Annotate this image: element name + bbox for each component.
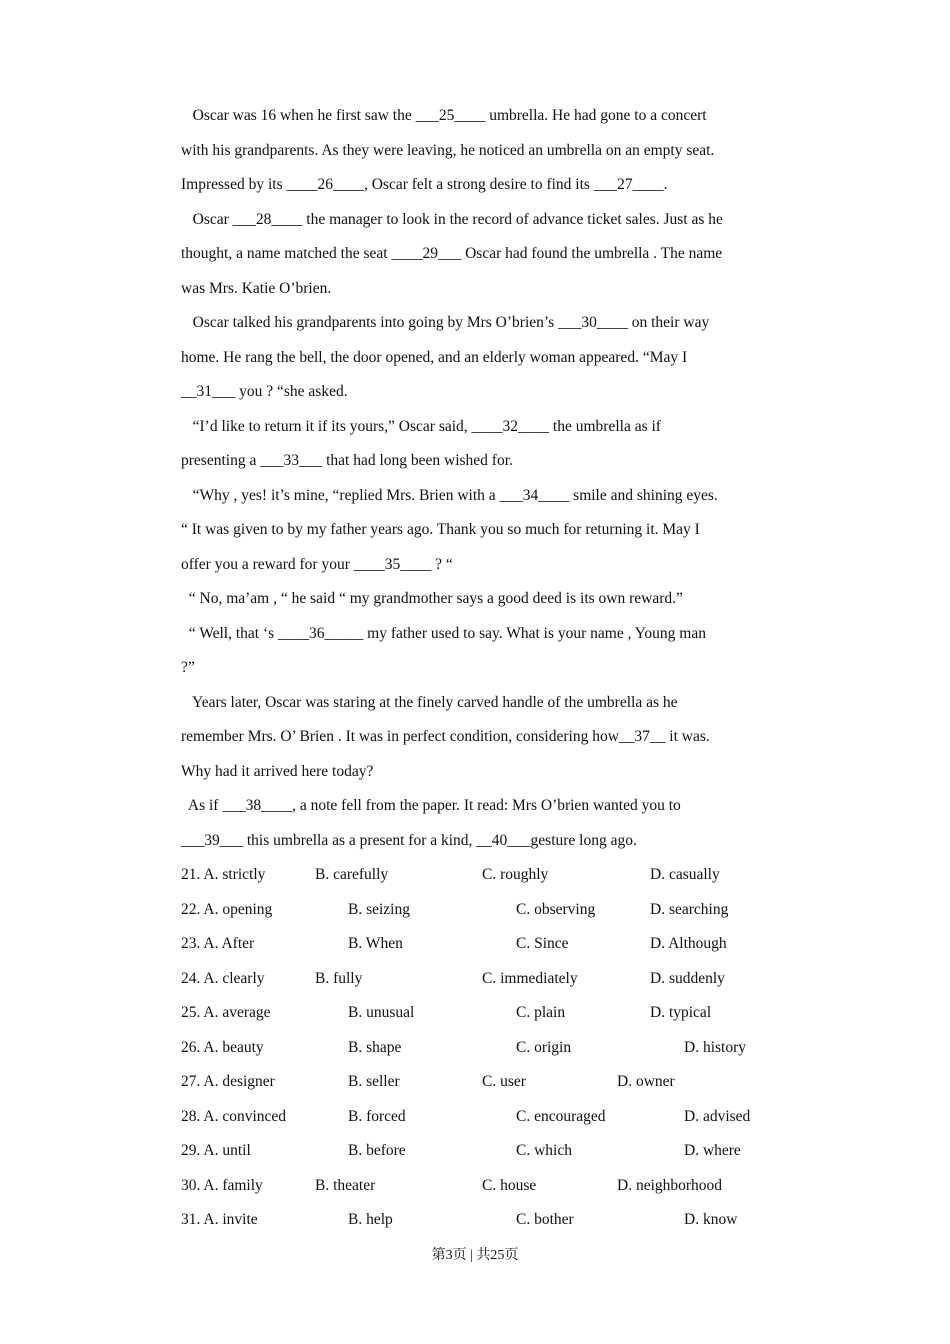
question-option-b: B. unusual (348, 1004, 415, 1021)
page-footer: 第3页 | 共25页 (431, 1248, 519, 1263)
question-option-c: C. plain (516, 1004, 566, 1021)
question-option-a: 25. A. average (181, 1004, 271, 1021)
passage-line: “Why , yes! it’s mine, “replied Mrs. Brien with a ___34____ smile and shining eyes. (181, 487, 718, 504)
question-option-a: 23. A. After (181, 935, 255, 952)
passage-line: As if ___38____, a note fell from the paper. It read: Mrs O’brien wanted you to (181, 797, 681, 814)
question-option-d: D. know (684, 1211, 738, 1228)
question-option-b: B. shape (348, 1039, 402, 1056)
question-option-d: D. owner (617, 1073, 675, 1090)
passage-line: Oscar talked his grandparents into going by Mrs O’brien’s ___30____ on their way (181, 314, 710, 331)
question-option-c: C. bother (516, 1211, 574, 1228)
question-option-d: D. where (684, 1142, 741, 1159)
question-option-d: D. typical (650, 1004, 712, 1021)
passage-line: home. He rang the bell, the door opened, and an elderly woman appeared. “May I (181, 349, 688, 366)
question-option-c: C. which (516, 1142, 572, 1159)
question-option-d: D. neighborhood (617, 1177, 723, 1194)
passage-line: Impressed by its ____26____, Oscar felt a strong desire to find its ___27____. (181, 176, 668, 193)
question-option-c: C. observing (516, 901, 596, 918)
question-option-b: B. fully (315, 970, 363, 987)
question-option-c: C. encouraged (516, 1108, 606, 1125)
passage-line: Years later, Oscar was staring at the finely carved handle of the umbrella as he (181, 694, 678, 711)
question-option-b: B. forced (348, 1108, 406, 1125)
question-option-d: D. casually (650, 866, 720, 883)
question-option-d: D. Although (650, 935, 727, 952)
question-option-a: 26. A. beauty (181, 1039, 264, 1056)
question-option-b: B. seller (348, 1073, 400, 1090)
passage-line: remember Mrs. O’ Brien . It was in perfect condition, considering how__37__ it was. (181, 728, 710, 745)
passage-line: offer you a reward for your ____35____ ? “ (181, 556, 453, 573)
passage-line: with his grandparents. As they were leaving, he noticed an umbrella on an empty seat. (181, 142, 715, 159)
question-option-b: B. theater (315, 1177, 376, 1194)
question-option-a: 30. A. family (181, 1177, 263, 1194)
question-option-d: D. history (684, 1039, 746, 1056)
question-option-d: D. advised (684, 1108, 751, 1125)
question-option-b: B. help (348, 1211, 393, 1228)
passage-line: __31___ you ? “she asked. (181, 383, 348, 400)
question-option-d: D. suddenly (650, 970, 725, 987)
passage-line: “I’d like to return it if its yours,” Oscar said, ____32____ the umbrella as if (181, 418, 661, 435)
passage-line: “ It was given to by my father years ago. Thank you so much for returning it. May I (181, 521, 700, 538)
question-option-b: B. When (348, 935, 403, 952)
passage-line: “ No, ma’am , “ he said “ my grandmother says a good deed is its own reward.” (181, 590, 683, 607)
question-option-b: B. seizing (348, 901, 410, 918)
passage-line: Oscar ___28____ the manager to look in the record of advance ticket sales. Just as he (181, 211, 723, 228)
question-option-a: 24. A. clearly (181, 970, 265, 987)
question-option-c: C. origin (516, 1039, 572, 1056)
question-option-c: C. roughly (482, 866, 549, 883)
question-option-a: 21. A. strictly (181, 866, 266, 883)
question-option-c: C. immediately (482, 970, 578, 987)
passage-line: ___39___ this umbrella as a present for a kind, __40___gesture long ago. (181, 832, 637, 849)
passage-line: ?” (181, 659, 195, 676)
question-option-c: C. house (482, 1177, 537, 1194)
question-option-c: C. user (482, 1073, 526, 1090)
question-option-c: C. Since (516, 935, 569, 952)
question-option-d: D. searching (650, 901, 729, 918)
question-option-a: 29. A. until (181, 1142, 251, 1159)
question-option-b: B. before (348, 1142, 406, 1159)
question-option-a: 28. A. convinced (181, 1108, 287, 1125)
passage-line: “ Well, that ‘s ____36_____ my father used to say. What is your name , Young man (181, 625, 706, 642)
passage-line: Oscar was 16 when he first saw the ___25____ umbrella. He had gone to a concert (181, 107, 707, 124)
question-option-b: B. carefully (315, 866, 389, 883)
passage-line: was Mrs. Katie O’brien. (181, 280, 332, 297)
passage-line: Why had it arrived here today? (181, 763, 374, 780)
question-option-a: 27. A. designer (181, 1073, 275, 1090)
question-option-a: 22. A. opening (181, 901, 273, 918)
passage-line: thought, a name matched the seat ____29___ Oscar had found the umbrella . The name (181, 245, 723, 262)
question-option-a: 31. A. invite (181, 1211, 258, 1228)
passage-line: presenting a ___33___ that had long been wished for. (181, 452, 513, 469)
